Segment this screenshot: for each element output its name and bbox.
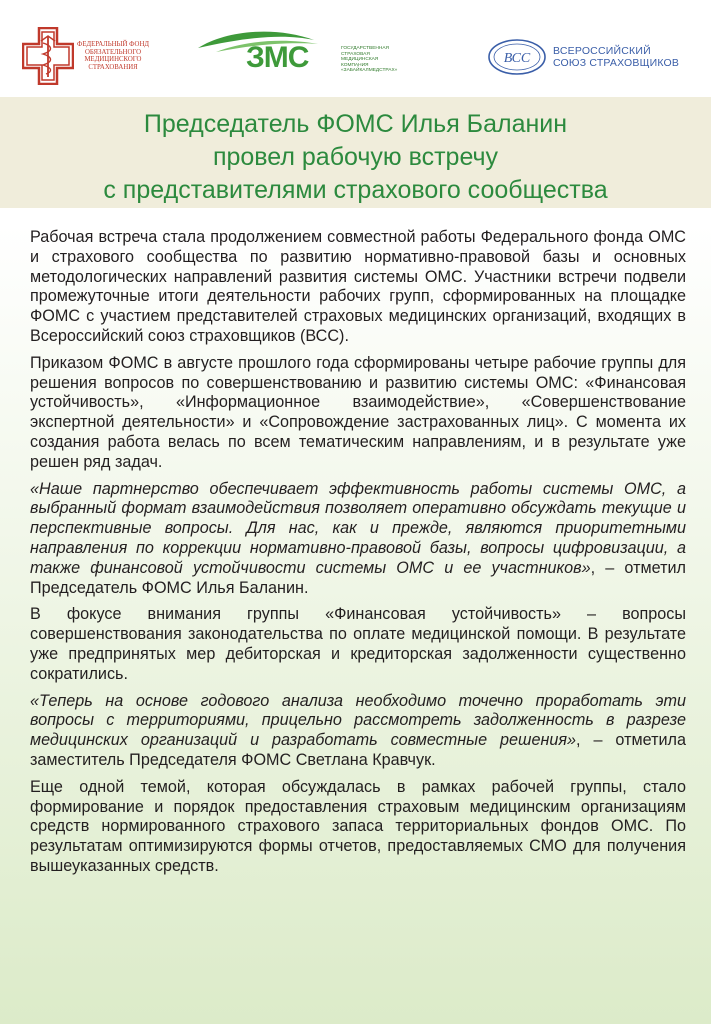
zms-line: СТРАХОВАЯ [341,51,370,57]
title-line: с представителями страхового сообщества [103,176,608,204]
paragraph: Рабочая встреча стала продолжением совместной работы Федерального фонда ОМС и страхового сообщества по развитию нормативно-правовой базы и основных методологических направлений развития системы ОМС. Участники встречи подвели промежуточные итоги деятельности рабочих групп, сформированных на площадке ФОМС с участием представителей страховых медицинских организаций, входящих в Всероссийский союз страховщиков (ВСС). [30,228,686,345]
vss-mark: ВСС [503,51,531,66]
quote-text: «Наше партнерство обеспечивает эффективность работы системы ОМС, а выбранный формат взаимодействия позволяет оперативно обсуждать текущие и перспективные вопросы. Для нас, как и прежде, являются приоритетными направления по коррекции нормативно-правовой базы, вопросы цифровизации, а также финансовой устойчивости системы ОМС и ее участников» [30,479,686,577]
quote-paragraph [30,480,686,599]
article-body [30,228,686,884]
attribution-text: , – отметила заместитель Председателя ФОМС Светлана Кравчук. [30,731,686,769]
medical-cross-icon [22,27,74,85]
paragraph: Еще одной темой, которая обсуждалась в рамках рабочей группы, стало формирование и порядок предоставления страховым медицинским организациям средств нормированного страхового запаса территориальных фондов ОМС. По результатам оптимизируются формы отчетов, предоставляемых СМО для получения вышеуказанных средств. [30,777,686,875]
title-line: Председатель ФОМС Илья Баланин [143,110,568,138]
zms-line: МЕДИЦИНСКАЯ [341,57,379,63]
vss-line: ВСЕРОССИЙСКИЙ [553,45,651,57]
zms-wordmark: ЗМС [246,41,309,74]
vss-logo [487,37,679,77]
zms-line: «ЗАБАЙКАЛМЕДСТРАХ» [341,68,398,74]
vss-logo-text [553,45,679,69]
paragraph: В фокусе внимания группы «Финансовая устойчивость» – вопросы совершенствования законодательства по оплате медицинской помощи. В результате уже предпринятых мер дебиторская и кредиторская задолженности существенно сократились. [30,605,686,683]
ffoms-logo-text [76,41,150,71]
vss-emblem-icon [487,37,547,77]
ffoms-line: ФЕДЕРАЛЬНЫЙ ФОНД [77,41,149,48]
attribution-text: , – отметил Председатель ФОМС Илья Баланин. [30,558,686,597]
vss-line: СОЮЗ СТРАХОВЩИКОВ [553,57,680,69]
zms-logo [196,26,411,80]
quote-text: «Теперь на основе годового анализа необходимо точечно проработать эти вопросы с территориями, прицельно рассмотреть задолженность в разрезе медицинских организаций и разработать совместные решения» [30,691,686,750]
title-line: провел рабочую встречу [212,143,499,171]
ffoms-line: СТРАХОВАНИЯ [88,63,138,71]
ffoms-line: МЕДИЦИНСКОГО [84,56,142,63]
quote-paragraph [30,692,686,771]
page-title [0,108,711,207]
paragraph: Приказом ФОМС в августе прошлого года сформированы четыре рабочие группы для решения вопросов по совершенствованию и развитию системы ОМС: «Финансовая устойчивость», «Информационное взаимодействие», «Совершенствование экспертной деятельности» и «Сопровождение застрахованных лиц». С момента их создания работа велась по всем тематическим направлениям, и в результате уже решен ряд задач. [30,353,686,471]
zms-line: ГОСУДАРСТВЕННАЯ [341,46,390,51]
zms-line: КОМПАНИЯ [341,62,369,68]
zms-logo-text [341,46,411,74]
ffoms-line: ОБЯЗАТЕЛЬНОГО [84,48,142,56]
logo-header [0,0,711,97]
ffoms-logo [22,27,150,85]
